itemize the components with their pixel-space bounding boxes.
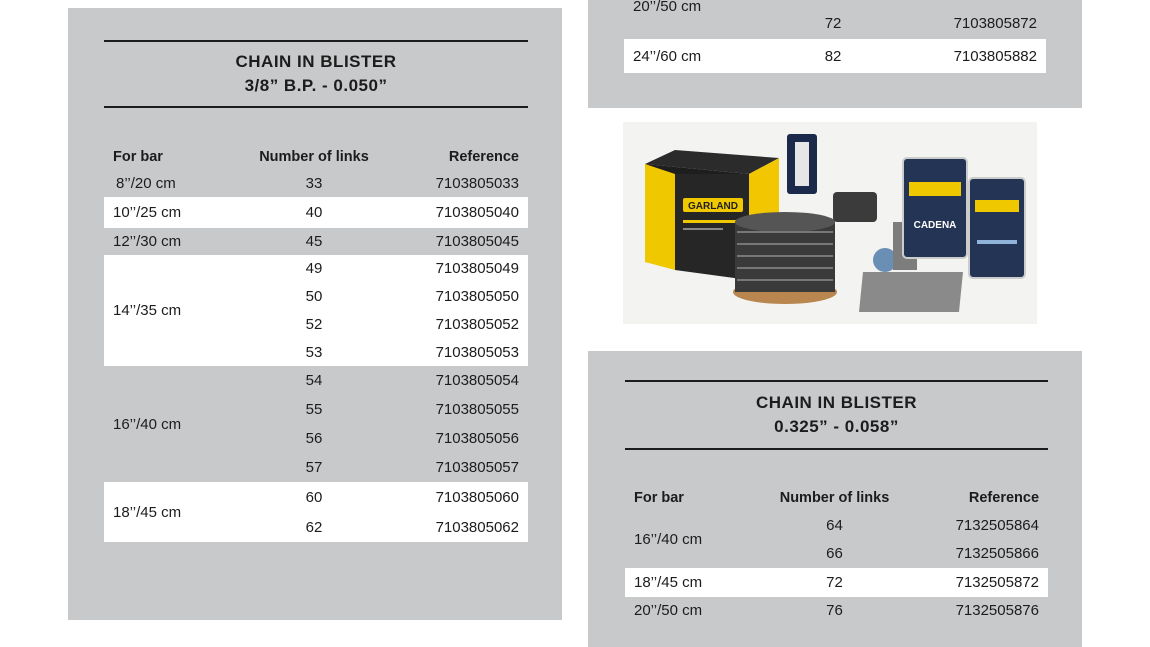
bar-size-cell: 10’’/25 cm [113,204,182,221]
table-row [104,366,528,482]
links-cell: 53 [305,343,323,361]
links-cell: 56 [305,430,323,447]
header-for-bar: For bar [634,490,684,506]
reference-cell: 7103805049 [435,260,519,278]
header-for-bar: For bar [113,149,163,165]
reference-cell: 7103805057 [435,459,519,476]
right-table-subtitle: 0.325” - 0.058” [774,417,899,436]
links-cell: 66 [826,545,843,563]
reference-cell: 7103805052 [435,315,519,333]
table-row [625,597,1048,623]
header-reference: Reference [448,149,519,165]
table-header-row [104,144,528,170]
links-cell: 45 [305,233,323,250]
links-cell: 60 [305,488,323,506]
reference-cell: 7103805882 [953,47,1037,65]
table-row [625,511,1048,568]
reference-cell: 7103805056 [435,430,519,447]
reference-cell: 7103805062 [435,518,519,536]
reference-cell: 7103805033 [435,175,519,192]
table-row [104,197,528,228]
reference-cell: 7103805060 [435,488,519,506]
left-chain-table [104,144,528,542]
reference-cell: 7132505864 [955,516,1039,534]
reference-cell: 7132505872 [955,574,1039,591]
bar-size-cell: 24’’/60 cm [633,47,702,65]
reference-cell: 7103805053 [435,343,519,361]
links-cell: 62 [305,518,323,536]
table-row [624,39,1046,73]
table-row [104,482,528,542]
links-cell: 64 [826,516,843,534]
table-row [104,228,528,255]
table-header-row [625,485,1048,511]
bar-size-cell: 12’’/30 cm [113,233,182,250]
bar-size-cell: 8’’/20 cm [116,175,176,192]
reference-cell: 7132505866 [955,545,1039,563]
box-brand-label: GARLAND [688,201,738,212]
links-cell: 54 [305,372,323,389]
reference-cell: 7132505876 [955,601,1039,619]
reference-cell: 7103805872 [953,15,1037,32]
reference-cell: 7103805045 [435,233,519,250]
reference-cell: 7103805040 [435,204,519,221]
bar-size-cell: 20’’/50 cm [633,0,702,15]
continued-chain-table [624,0,1046,73]
bar-size-cell: 16’’/40 cm [634,531,703,548]
links-cell: 72 [824,15,842,32]
bar-size-cell: 20’’/50 cm [634,601,703,619]
table-row [104,170,528,197]
links-cell: 72 [826,574,843,591]
reference-cell: 7103805055 [435,401,519,418]
links-cell: 52 [305,315,323,333]
table-row [624,0,1046,39]
links-cell: 57 [305,459,323,476]
blister-pack-label: CADENA [913,220,957,231]
links-cell: 49 [305,260,323,278]
right-table-title: CHAIN IN BLISTER [756,393,917,412]
links-cell: 76 [826,601,843,619]
table-row [104,255,528,366]
left-table-subtitle: 3/8” B.P. - 0.050” [244,76,388,95]
links-cell: 82 [824,47,842,65]
links-cell: 50 [305,288,323,306]
header-number-of-links: Number of links [779,490,890,506]
bar-size-cell: 18’’/45 cm [634,574,703,591]
links-cell: 33 [305,175,323,192]
bar-size-cell: 14’’/35 cm [113,302,182,319]
bar-size-cell: 18’’/45 cm [113,503,182,521]
reference-cell: 7103805054 [435,372,519,389]
product-illustration [623,122,1037,324]
right-table-heading [625,380,1048,450]
header-number-of-links: Number of links [259,149,369,165]
left-table-title: CHAIN IN BLISTER [235,52,397,71]
header-reference: Reference [968,490,1040,506]
table-row [625,568,1048,597]
product-photo [623,122,1037,324]
reference-cell: 7103805050 [435,288,519,306]
links-cell: 55 [305,401,323,418]
right-chain-table [625,485,1048,623]
links-cell: 40 [305,204,323,221]
left-table-heading [104,40,528,108]
bar-size-cell: 16’’/40 cm [113,415,182,433]
